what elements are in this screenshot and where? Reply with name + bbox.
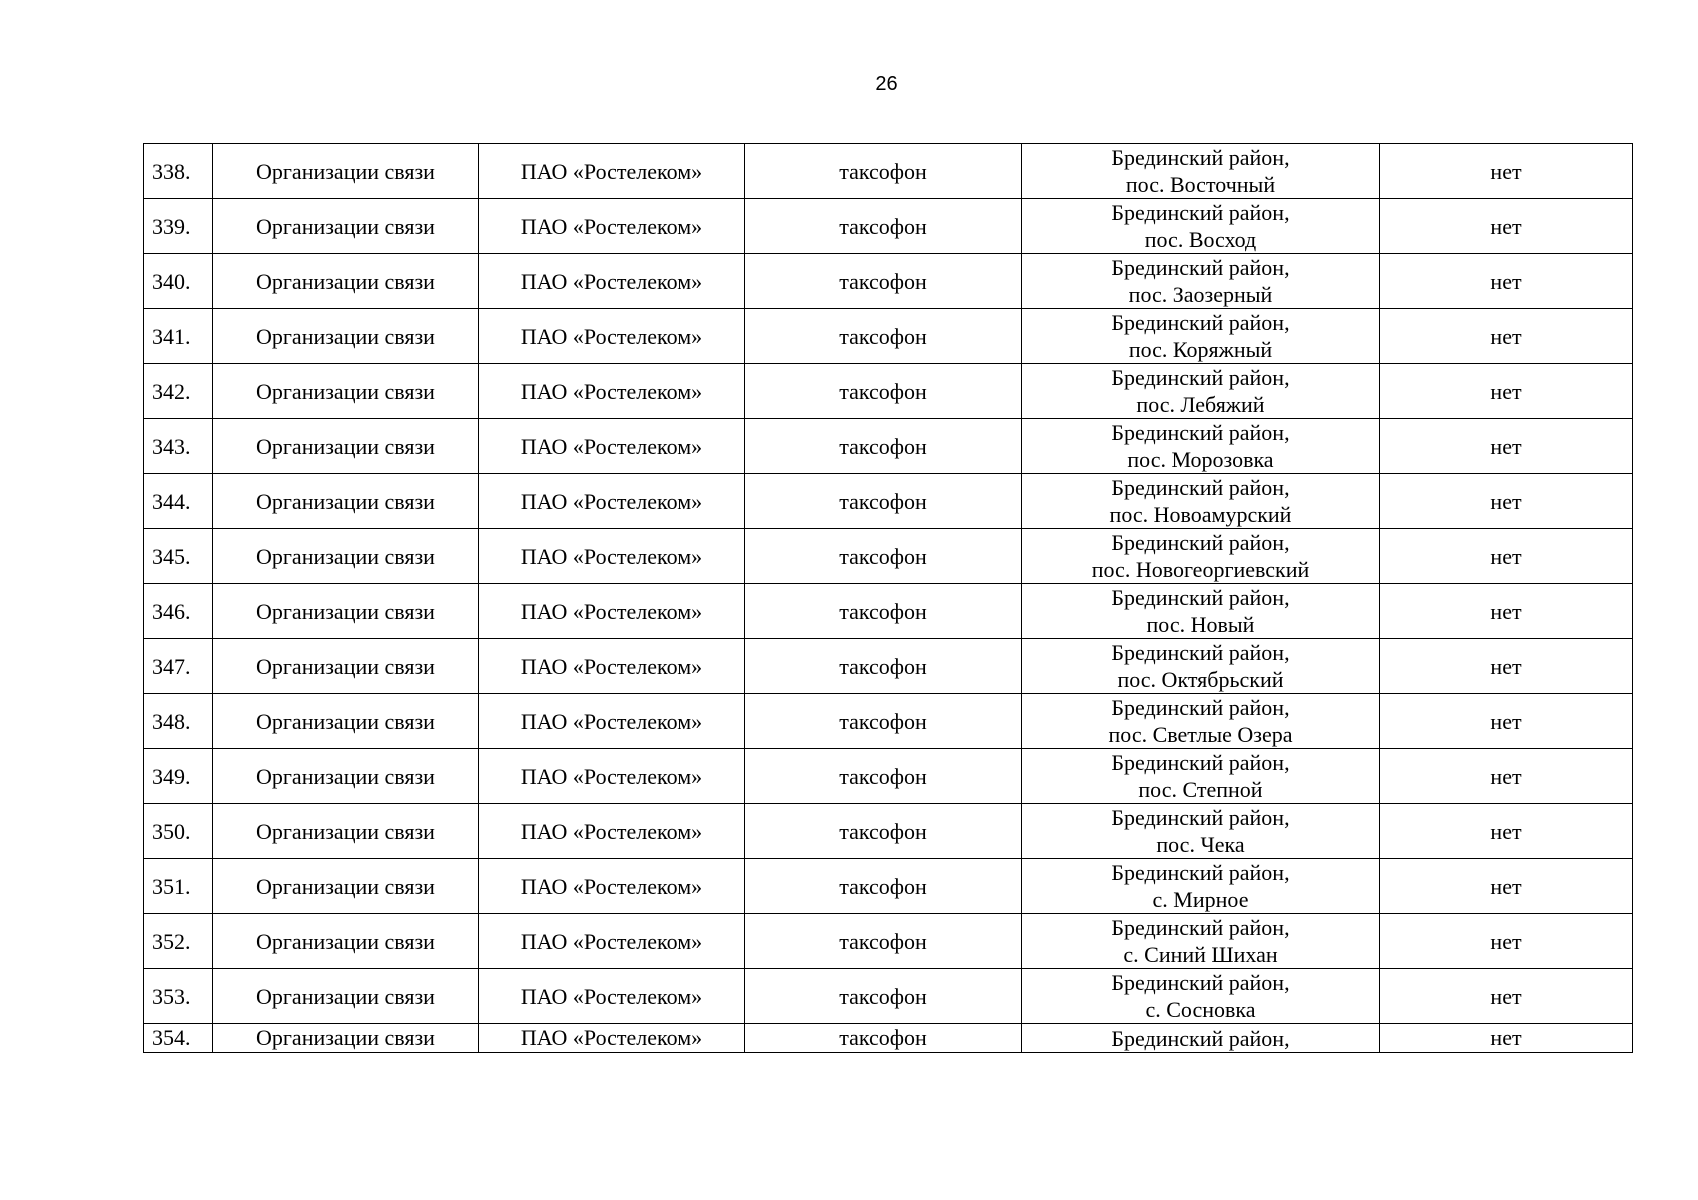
category-cell: Организации связи (213, 749, 479, 804)
category-cell: Организации связи (213, 969, 479, 1024)
address-locality: пос. Новый (1146, 612, 1255, 637)
address-cell (1022, 144, 1380, 199)
object-type-cell: таксофон (745, 584, 1022, 639)
operator-cell: ПАО «Ростелеком» (479, 364, 745, 419)
row-number-cell: 354. (144, 1024, 213, 1053)
table-row (144, 419, 1633, 474)
table-row (144, 474, 1633, 529)
row-number-cell: 347. (144, 639, 213, 694)
category-cell: Организации связи (213, 474, 479, 529)
status-cell: нет (1380, 364, 1633, 419)
status-cell: нет (1380, 639, 1633, 694)
table-row (144, 144, 1633, 199)
object-type-cell: таксофон (745, 364, 1022, 419)
operator-cell: ПАО «Ростелеком» (479, 804, 745, 859)
address-cell (1022, 199, 1380, 254)
address-locality: с. Сосновка (1145, 997, 1256, 1022)
address-cell (1022, 419, 1380, 474)
operator-cell: ПАО «Ростелеком» (479, 474, 745, 529)
object-type-cell: таксофон (745, 254, 1022, 309)
row-number-cell: 341. (144, 309, 213, 364)
category-cell: Организации связи (213, 639, 479, 694)
table-row (144, 914, 1633, 969)
table-row (144, 1024, 1633, 1053)
row-number-cell: 348. (144, 694, 213, 749)
category-cell: Организации связи (213, 529, 479, 584)
address-cell (1022, 584, 1380, 639)
operator-cell: ПАО «Ростелеком» (479, 254, 745, 309)
address-cell (1022, 694, 1380, 749)
row-number-cell: 344. (144, 474, 213, 529)
status-cell: нет (1380, 474, 1633, 529)
operator-cell: ПАО «Ростелеком» (479, 859, 745, 914)
address-locality: пос. Восход (1144, 227, 1257, 252)
operator-cell: ПАО «Ростелеком» (479, 419, 745, 474)
object-type-cell: таксофон (745, 419, 1022, 474)
address-district: Брединский район, (1111, 860, 1290, 885)
address-locality: с. Мирное (1152, 887, 1249, 912)
object-type-cell: таксофон (745, 1024, 1022, 1053)
address-cell (1022, 804, 1380, 859)
object-type-cell: таксофон (745, 144, 1022, 199)
row-number-cell: 349. (144, 749, 213, 804)
address-district: Брединский район, (1111, 420, 1290, 445)
address-district: Брединский район, (1111, 145, 1290, 170)
object-type-cell: таксофон (745, 529, 1022, 584)
status-cell: нет (1380, 309, 1633, 364)
category-cell: Организации связи (213, 199, 479, 254)
address-district: Брединский район, (1111, 1025, 1290, 1051)
address-cell (1022, 749, 1380, 804)
operator-cell: ПАО «Ростелеком» (479, 749, 745, 804)
address-district: Брединский район, (1111, 310, 1290, 335)
address-locality: пос. Степной (1138, 777, 1263, 802)
status-cell: нет (1380, 1024, 1633, 1053)
object-type-cell: таксофон (745, 309, 1022, 364)
status-cell: нет (1380, 914, 1633, 969)
table-row (144, 584, 1633, 639)
table-row (144, 529, 1633, 584)
table-row (144, 639, 1633, 694)
status-cell: нет (1380, 584, 1633, 639)
registry-table-body (144, 144, 1633, 1053)
address-district: Брединский район, (1111, 585, 1290, 610)
operator-cell: ПАО «Ростелеком» (479, 199, 745, 254)
category-cell: Организации связи (213, 419, 479, 474)
address-locality: пос. Заозерный (1128, 282, 1273, 307)
address-cell (1022, 364, 1380, 419)
operator-cell: ПАО «Ростелеком» (479, 584, 745, 639)
address-district: Брединский район, (1111, 255, 1290, 280)
address-district: Брединский район, (1111, 915, 1290, 940)
object-type-cell: таксофон (745, 474, 1022, 529)
address-cell (1022, 969, 1380, 1024)
category-cell: Организации связи (213, 144, 479, 199)
category-cell: Организации связи (213, 584, 479, 639)
category-cell: Организации связи (213, 309, 479, 364)
operator-cell: ПАО «Ростелеком» (479, 309, 745, 364)
address-district: Брединский район, (1111, 640, 1290, 665)
address-district: Брединский район, (1111, 365, 1290, 390)
table-row (144, 309, 1633, 364)
address-district: Брединский район, (1111, 805, 1290, 830)
row-number-cell: 345. (144, 529, 213, 584)
address-cell (1022, 1024, 1380, 1053)
category-cell: Организации связи (213, 364, 479, 419)
row-number-cell: 352. (144, 914, 213, 969)
row-number-cell: 353. (144, 969, 213, 1024)
address-cell (1022, 859, 1380, 914)
category-cell: Организации связи (213, 859, 479, 914)
address-locality: пос. Морозовка (1127, 447, 1274, 472)
category-cell: Организации связи (213, 694, 479, 749)
registry-table (143, 143, 1633, 1053)
address-district: Брединский район, (1111, 750, 1290, 775)
status-cell: нет (1380, 804, 1633, 859)
status-cell: нет (1380, 144, 1633, 199)
row-number-cell: 340. (144, 254, 213, 309)
address-locality: пос. Восточный (1125, 172, 1276, 197)
table-row (144, 804, 1633, 859)
address-cell (1022, 254, 1380, 309)
address-locality: пос. Лебяжий (1136, 392, 1265, 417)
table-row (144, 199, 1633, 254)
row-number-cell: 351. (144, 859, 213, 914)
table-row (144, 364, 1633, 419)
address-locality: пос. Светлые Озера (1108, 722, 1293, 747)
status-cell: нет (1380, 859, 1633, 914)
row-number-cell: 342. (144, 364, 213, 419)
address-cell (1022, 639, 1380, 694)
page-number: 26 (875, 73, 898, 95)
row-number-cell: 339. (144, 199, 213, 254)
object-type-cell: таксофон (745, 804, 1022, 859)
operator-cell: ПАО «Ростелеком» (479, 529, 745, 584)
object-type-cell: таксофон (745, 914, 1022, 969)
address-cell (1022, 529, 1380, 584)
object-type-cell: таксофон (745, 639, 1022, 694)
table-row (144, 969, 1633, 1024)
status-cell: нет (1380, 254, 1633, 309)
row-number-cell: 343. (144, 419, 213, 474)
status-cell: нет (1380, 749, 1633, 804)
category-cell: Организации связи (213, 804, 479, 859)
object-type-cell: таксофон (745, 859, 1022, 914)
object-type-cell: таксофон (745, 969, 1022, 1024)
address-district: Брединский район, (1111, 530, 1290, 555)
table-row (144, 749, 1633, 804)
address-district: Брединский район, (1111, 200, 1290, 225)
object-type-cell: таксофон (745, 694, 1022, 749)
address-locality: пос. Новогеоргиевский (1091, 557, 1310, 582)
operator-cell: ПАО «Ростелеком» (479, 969, 745, 1024)
category-cell: Организации связи (213, 914, 479, 969)
address-locality: пос. Коряжный (1128, 337, 1273, 362)
category-cell: Организации связи (213, 254, 479, 309)
address-locality: пос. Новоамурский (1109, 502, 1292, 527)
table-row (144, 254, 1633, 309)
address-cell (1022, 474, 1380, 529)
operator-cell: ПАО «Ростелеком» (479, 144, 745, 199)
operator-cell: ПАО «Ростелеком» (479, 694, 745, 749)
row-number-cell: 346. (144, 584, 213, 639)
table-row (144, 859, 1633, 914)
address-locality: пос. Октябрьский (1117, 667, 1284, 692)
operator-cell: ПАО «Ростелеком» (479, 639, 745, 694)
address-cell (1022, 309, 1380, 364)
status-cell: нет (1380, 199, 1633, 254)
object-type-cell: таксофон (745, 749, 1022, 804)
category-cell: Организации связи (213, 1024, 479, 1053)
address-locality: пос. Чека (1156, 832, 1245, 857)
status-cell: нет (1380, 419, 1633, 474)
address-cell (1022, 914, 1380, 969)
operator-cell: ПАО «Ростелеком» (479, 1024, 745, 1053)
object-type-cell: таксофон (745, 199, 1022, 254)
address-locality: с. Синий Шихан (1123, 942, 1278, 967)
row-number-cell: 350. (144, 804, 213, 859)
address-district: Брединский район, (1111, 475, 1290, 500)
status-cell: нет (1380, 529, 1633, 584)
status-cell: нет (1380, 694, 1633, 749)
address-district: Брединский район, (1111, 695, 1290, 720)
status-cell: нет (1380, 969, 1633, 1024)
address-district: Брединский район, (1111, 970, 1290, 995)
operator-cell: ПАО «Ростелеком» (479, 914, 745, 969)
table-row (144, 694, 1633, 749)
row-number-cell: 338. (144, 144, 213, 199)
